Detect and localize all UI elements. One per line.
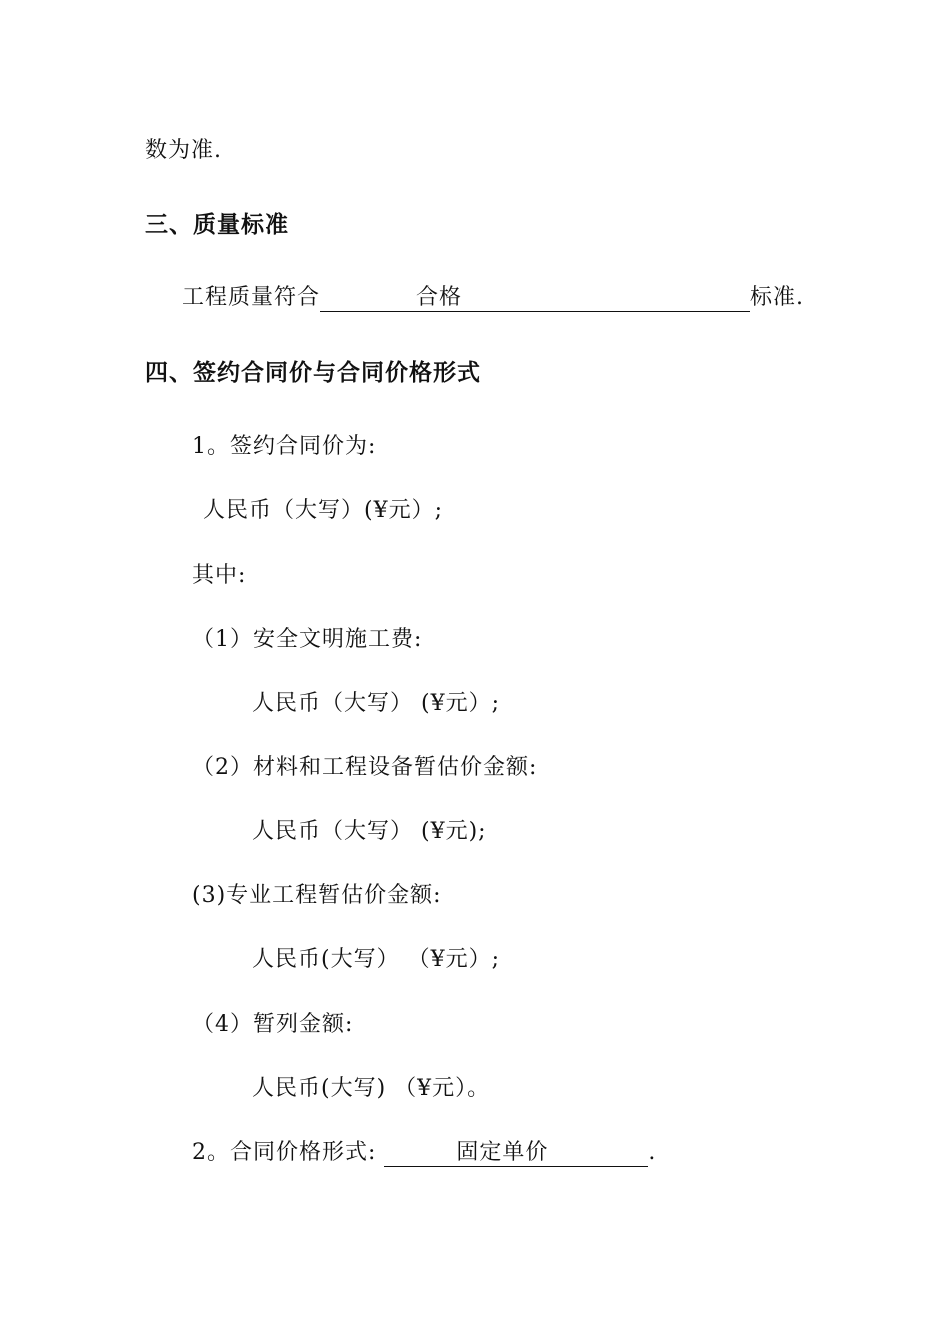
section-3-heading: 三、质量标准 xyxy=(145,212,289,238)
quality-standard-line xyxy=(182,283,804,313)
safety-fee-amount: 人民币（大写） (¥元）; xyxy=(252,691,500,716)
previous-paragraph-tail: 数为准. xyxy=(145,138,222,163)
provisional-sum-amount: 人民币(大写) （¥元）。 xyxy=(252,1076,491,1101)
quality-prefix: 工程质量符合 xyxy=(182,285,321,310)
materials-estimate-amount: 人民币（大写） (¥元); xyxy=(252,819,487,844)
quality-suffix: 标准. xyxy=(750,285,805,310)
professional-estimate-label: (3)专业工程暂估价金额: xyxy=(192,883,442,908)
among-label: 其中: xyxy=(192,563,247,588)
professional-estimate-amount: 人民币(大写） （¥元）; xyxy=(252,947,500,972)
provisional-sum-label: （4）暂列金额: xyxy=(192,1012,354,1037)
quality-value: 合格 xyxy=(416,285,463,310)
price-form-fill-blank xyxy=(384,1140,648,1167)
safety-fee-label: （1）安全文明施工费: xyxy=(192,627,423,652)
section-4-heading: 四、签约合同价与合同价格形式 xyxy=(145,360,481,386)
price-form-suffix: . xyxy=(648,1140,657,1165)
price-form-line xyxy=(192,1138,656,1168)
contract-price-amount: 人民币（大写）(¥元）; xyxy=(203,498,443,523)
contract-price-label: 1。签约合同价为: xyxy=(192,434,377,459)
price-form-value: 固定单价 xyxy=(456,1140,549,1165)
materials-estimate-label: （2）材料和工程设备暂估价金额: xyxy=(192,755,538,780)
quality-fill-blank xyxy=(320,285,750,312)
price-form-prefix: 2。合同价格形式: xyxy=(192,1140,377,1165)
